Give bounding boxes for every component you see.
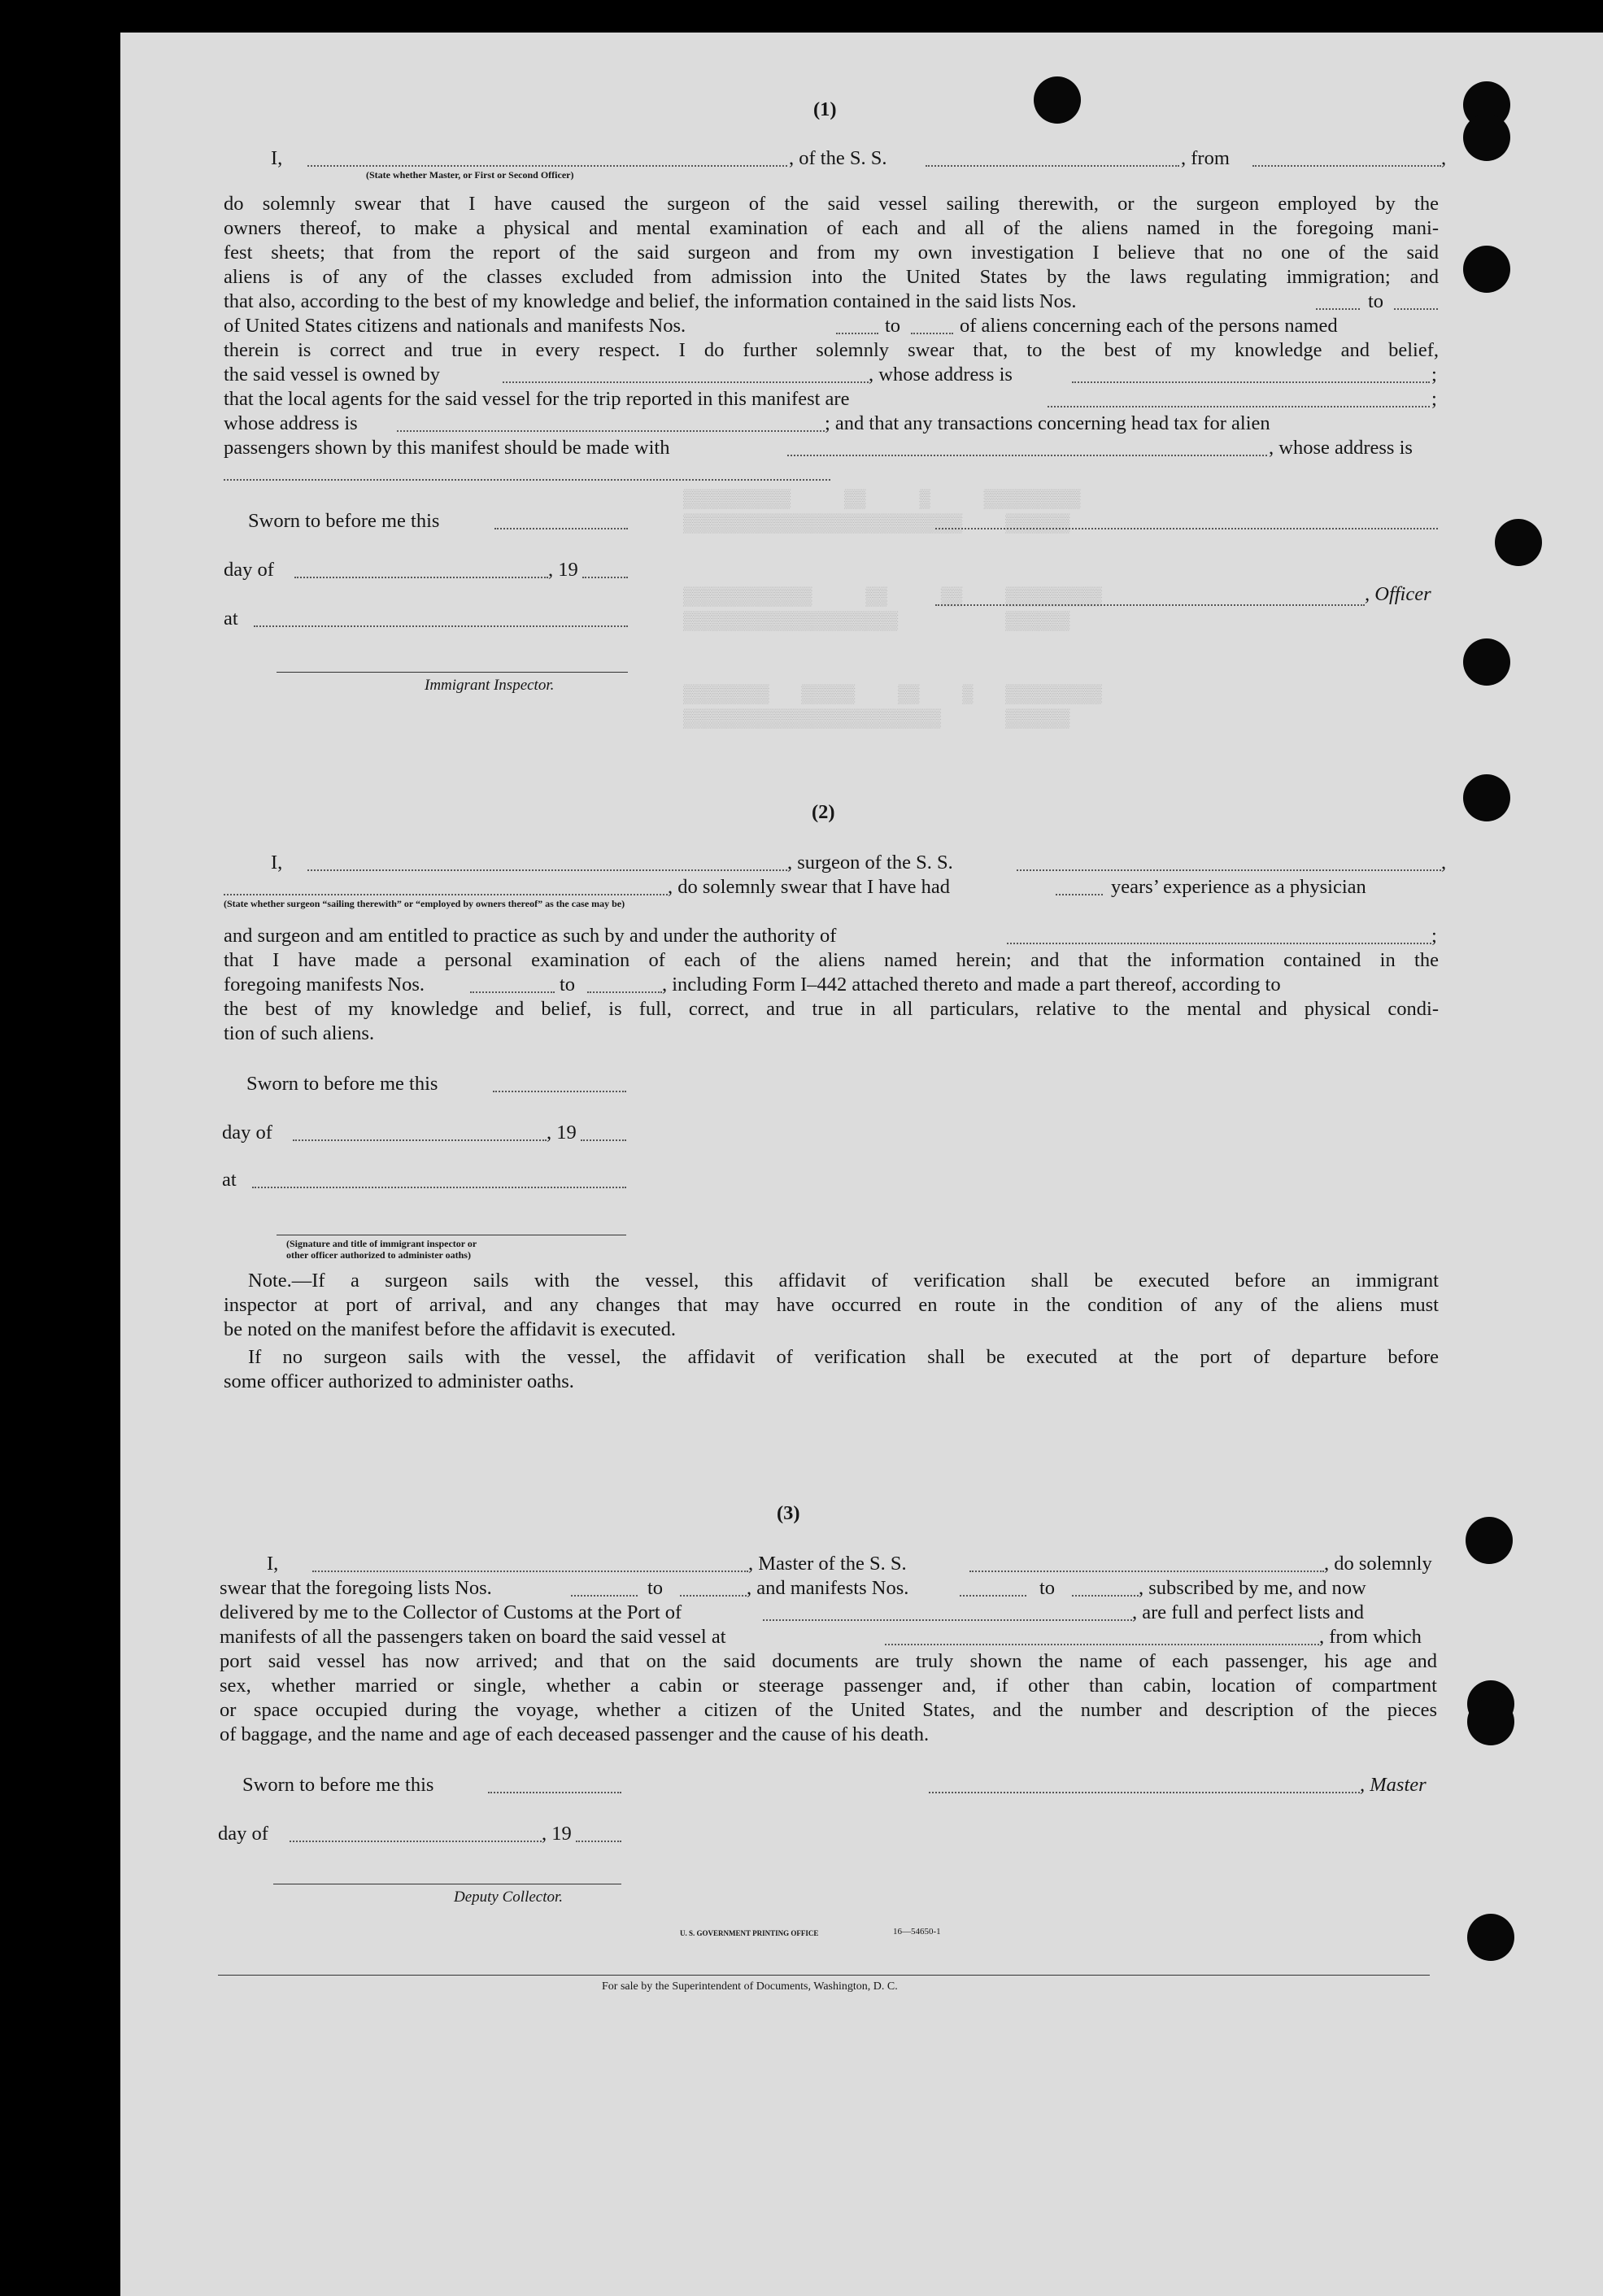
section2-text: foregoing manifests Nos. xyxy=(224,974,425,996)
note-text: inspector at port of arrival, and any changes that may have occurred en route in the condition of any of the aliens must xyxy=(224,1294,1439,1316)
officer-signature-line xyxy=(935,528,1438,529)
section3-line4: , from which xyxy=(1319,1626,1422,1648)
note-text: be noted on the manifest before the affidavit is executed. xyxy=(224,1318,677,1340)
blank-field xyxy=(885,1644,1319,1645)
blank-field xyxy=(1072,1595,1139,1597)
footer-rule xyxy=(218,1975,1430,1976)
section1-text: , whose address is xyxy=(869,364,1013,386)
section3-line2: , subscribed by me, and now xyxy=(1139,1577,1366,1599)
year-label: , 19 xyxy=(542,1823,572,1845)
bleed-through-texture: ▒▒▒▒▒▒▒▒▒▒ ▒▒ ▒ ▒▒▒▒▒▒▒▒▒ ▒▒▒▒▒▒▒▒▒▒▒▒▒▒▒▒▒▒▒▒▒▒▒▒▒▒ ▒▒▒▒▒▒ ▒▒▒▒▒▒▒▒▒▒▒▒ ▒▒ ▒▒ ▒▒▒▒▒▒▒▒▒ ▒▒▒▒▒▒▒▒▒▒▒▒▒▒▒▒▒▒▒▒ ▒▒▒▒▒▒ ▒▒▒▒▒▒▒▒ ▒▒▒▒▒ ▒▒ ▒ ▒▒▒▒▒▒▒▒▒ ▒▒▒▒▒▒▒▒▒▒▒▒▒▒▒▒▒▒▒▒▒▒▒▒ ▒▒▒▒▒▒ xyxy=(683,490,1102,730)
inspector-label: Immigrant Inspector. xyxy=(425,677,555,694)
blank-field xyxy=(926,165,1179,167)
section2-text: the best of my knowledge and belief, is full, correct, and true in all particulars, relative to the mental and physical condi- xyxy=(224,998,1439,1020)
note-text: If no surgeon sails with the vessel, the affidavit of verification shall be executed at the port of departure before xyxy=(248,1346,1439,1368)
punch-hole xyxy=(1467,1698,1514,1745)
blank-field xyxy=(1394,308,1438,310)
officer-label: , Officer xyxy=(1365,583,1431,605)
section2-line1-end: , xyxy=(1441,852,1447,874)
section2-text: that I have made a personal examination of each of the aliens named herein; and that the information contained in the xyxy=(224,949,1439,971)
signature-caption: (Signature and title of immigrant inspector or xyxy=(286,1238,477,1249)
blank-field xyxy=(1072,381,1430,383)
blank-field xyxy=(763,1619,1132,1621)
day-of-label: day of xyxy=(218,1823,268,1845)
blank-field xyxy=(252,1187,626,1188)
year-label: , 19 xyxy=(547,1122,577,1144)
section2-line2: years’ experience as a physician xyxy=(1111,876,1366,898)
section2-text: and surgeon and am entitled to practice as such by and under the authority of xyxy=(224,925,837,947)
section1-text: do solemnly swear that I have caused the surgeon of the said vessel sailing therewith, or the surgeon employed by the xyxy=(224,193,1439,215)
punch-hole xyxy=(1466,1517,1513,1564)
blank-field xyxy=(224,479,830,481)
day-of-label: day of xyxy=(224,559,274,581)
blank-field xyxy=(493,1091,626,1092)
section2-line2: , do solemnly swear that I have had xyxy=(668,876,950,898)
note-text: some officer authorized to administer oaths. xyxy=(224,1370,574,1392)
note-text: Note.—If a surgeon sails with the vessel, this affidavit of verification shall be executed before an immigrant xyxy=(248,1270,1439,1292)
section1-text: to xyxy=(1368,290,1384,312)
blank-field xyxy=(1252,165,1441,167)
blank-field xyxy=(397,430,825,432)
blank-field xyxy=(911,333,953,334)
blank-field xyxy=(787,455,1267,456)
sworn-label: Sworn to before me this xyxy=(242,1774,434,1796)
section2-text: to xyxy=(560,974,576,996)
section-number: (2) xyxy=(812,801,835,823)
blank-field xyxy=(503,381,869,383)
blank-field xyxy=(582,577,628,578)
section3-text: of baggage, and the name and age of each deceased passenger and the cause of his death. xyxy=(220,1723,930,1745)
section3-line3: delivered by me to the Collector of Customs at the Port of xyxy=(220,1601,682,1623)
section1-text: owners thereof, to make a physical and mental examination of each and all of the aliens named in the foregoing mani- xyxy=(224,217,1439,239)
deputy-label: Deputy Collector. xyxy=(454,1889,564,1906)
section3-line3: , are full and perfect lists and xyxy=(1132,1601,1365,1623)
section1-line1-from: , from xyxy=(1181,147,1230,169)
section1-text: of aliens concerning each of the persons named xyxy=(960,315,1338,337)
blank-field xyxy=(680,1595,747,1597)
blank-field xyxy=(488,1792,621,1793)
blank-field xyxy=(224,894,668,895)
blank-field xyxy=(571,1595,638,1597)
officer-signature-line xyxy=(935,604,1365,606)
sworn-label: Sworn to before me this xyxy=(246,1073,438,1095)
blank-field xyxy=(836,333,878,334)
section1-text: ; and that any transactions concerning head tax for alien xyxy=(825,412,1270,434)
blank-field xyxy=(1316,308,1360,310)
punch-hole xyxy=(1463,774,1510,821)
inspector-signature-line xyxy=(277,672,628,673)
section1-text: to xyxy=(885,315,901,337)
section1-line1-end: , xyxy=(1441,147,1447,169)
sale-notice: For sale by the Superintendent of Documents, Washington, D. C. xyxy=(602,1980,898,1993)
section3-line1: , Master of the S. S. xyxy=(748,1553,907,1575)
section-number: (1) xyxy=(813,98,837,120)
blank-field xyxy=(293,1139,547,1141)
blank-field xyxy=(290,1841,542,1842)
section3-text: port said vessel has now arrived; and that on the said documents are truly shown the name of each passenger, his age and xyxy=(220,1650,1437,1672)
master-label: , Master xyxy=(1360,1774,1427,1796)
punch-hole xyxy=(1467,1914,1514,1961)
section1-text: that the local agents for the said vessel for the trip reported in this manifest are xyxy=(224,388,850,410)
blank-field xyxy=(294,577,548,578)
section2-text: ; xyxy=(1431,925,1437,947)
section1-line1-i: I, xyxy=(271,147,283,169)
master-signature-line xyxy=(929,1792,1360,1793)
field-caption: (State whether Master, or First or Second Officer) xyxy=(366,169,574,181)
section1-text: , whose address is xyxy=(1269,437,1413,459)
blank-field xyxy=(1056,894,1103,895)
at-label: at xyxy=(222,1169,237,1191)
section1-text: aliens is of any of the classes excluded from admission into the United States by the laws regulating immigration; and xyxy=(224,266,1439,288)
day-of-label: day of xyxy=(222,1122,272,1144)
blank-field xyxy=(1007,943,1431,944)
sworn-label: Sworn to before me this xyxy=(248,510,440,532)
punch-hole xyxy=(1463,246,1510,293)
blank-field xyxy=(576,1841,621,1842)
at-label: at xyxy=(224,608,238,630)
blank-field xyxy=(960,1595,1026,1597)
blank-field xyxy=(494,528,628,529)
section1-text: the said vessel is owned by xyxy=(224,364,441,386)
punch-hole xyxy=(1495,519,1542,566)
blank-field xyxy=(312,1571,748,1572)
section3-line2: to xyxy=(1039,1577,1056,1599)
section2-text: , including Form I–442 attached thereto and made a part thereof, according to xyxy=(662,974,1281,996)
section1-text: of United States citizens and nationals and manifests Nos. xyxy=(224,315,686,337)
form-number: 16—54650-1 xyxy=(893,1927,941,1937)
blank-field xyxy=(470,991,555,993)
blank-field xyxy=(581,1139,626,1141)
blank-field xyxy=(254,625,628,627)
section1-text: ; xyxy=(1431,364,1437,386)
blank-field xyxy=(307,869,787,871)
section3-line2: , and manifests Nos. xyxy=(747,1577,909,1599)
section3-line1: , do solemnly xyxy=(1324,1553,1432,1575)
section3-line2: to xyxy=(647,1577,664,1599)
section1-text: that also, according to the best of my knowledge and belief, the information contained in the said lists Nos. xyxy=(224,290,1077,312)
section1-text: fest sheets; that from the report of the said surgeon and from my own investigation I believe that no one of the said xyxy=(224,242,1439,264)
printing-office: U. S. GOVERNMENT PRINTING OFFICE xyxy=(680,1929,819,1937)
blank-field xyxy=(1048,406,1430,407)
year-label: , 19 xyxy=(548,559,578,581)
punch-hole xyxy=(1463,638,1510,686)
blank-field xyxy=(587,991,662,993)
punch-hole xyxy=(1034,76,1081,124)
section-number: (3) xyxy=(777,1502,800,1524)
blank-field xyxy=(969,1571,1324,1572)
section3-line2: swear that the foregoing lists Nos. xyxy=(220,1577,492,1599)
section1-line1-ship: , of the S. S. xyxy=(789,147,887,169)
section3-line1: I, xyxy=(267,1553,279,1575)
section2-line1-i: I, xyxy=(271,852,283,874)
signature-caption: other officer authorized to administer oaths) xyxy=(286,1249,471,1261)
section2-text: tion of such aliens. xyxy=(224,1022,375,1044)
section1-text: passengers shown by this manifest should be made with xyxy=(224,437,670,459)
section1-text: therein is correct and true in every respect. I do further solemnly swear that, to the best of my knowledge and belief, xyxy=(224,339,1439,361)
section3-text: or space occupied during the voyage, whether a citizen of the United States, and the number and description of the pieces xyxy=(220,1699,1437,1721)
section3-text: sex, whether married or single, whether a cabin or steerage passenger and, if other than cabin, location of compartment xyxy=(220,1675,1437,1697)
section1-text: ; xyxy=(1431,388,1437,410)
punch-hole xyxy=(1463,114,1510,161)
field-caption: (State whether surgeon “sailing therewith” or “employed by owners thereof” as the case may be) xyxy=(224,898,625,909)
blank-field xyxy=(1017,869,1441,871)
section1-text: whose address is xyxy=(224,412,358,434)
blank-field xyxy=(307,165,787,167)
section2-line1-ship: , surgeon of the S. S. xyxy=(787,852,953,874)
section3-line4: manifests of all the passengers taken on board the said vessel at xyxy=(220,1626,726,1648)
